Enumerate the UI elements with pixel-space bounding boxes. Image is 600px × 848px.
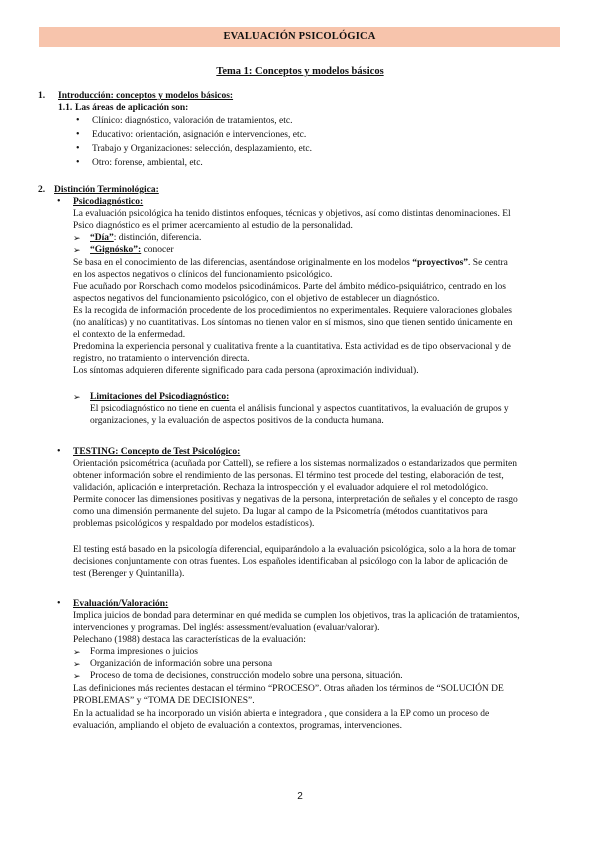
list-item: Organización de información sobre una persona — [90, 659, 273, 669]
section1-title: Introducción: conceptos y modelos básicos: — [58, 91, 234, 101]
gigno-text: conocer — [141, 245, 174, 255]
dia-text: : distinción, diferencia. — [113, 233, 202, 243]
gigno-definition — [90, 245, 174, 256]
arrow-bullet-icon: ➢ — [73, 647, 81, 657]
def-and: y — [134, 696, 144, 706]
paragraph-line: el contexto de la enfermedad. — [73, 330, 186, 340]
arrow-bullet-icon: ➢ — [73, 392, 81, 402]
list-item: Trabajo y Organizaciones: selección, desplazamiento, etc. — [92, 144, 313, 154]
def-mid: . Otras añaden los términos de — [319, 684, 437, 694]
paragraph-line: Implica juicios de bondad para determinar en qué medida se cumplen los objetivos, tras la aplicación de tratamientos, — [73, 611, 520, 621]
paragraph-line: Pelechano (1988) destaca las características de la evaluación: — [73, 635, 306, 645]
psicodiagnostico-heading: Psicodiagnóstico: — [73, 197, 144, 207]
dia-term: “Día” — [90, 233, 114, 243]
topic-title: Tema 1: Conceptos y modelos básicos — [216, 66, 384, 77]
section1-number: 1. — [38, 91, 46, 101]
paragraph-line: La evaluación psicológica ha tenido distintos enfoques, técnicas y objetivos, así como distintas denominaciones. El — [73, 209, 511, 219]
paragraph-line: Es la recogida de información procedente de los procedimientos no experimentales. Requiere valoraciones globales — [73, 306, 512, 316]
paragraph-line: En la actualidad se ha incorporado un visión abierta e integradora , que considera a la EP como un proceso de — [73, 709, 490, 719]
paragraph-line: como una dimensión permanente del sujeto. Da lugar al campo de la Psicometría (métodos cuantitativos para — [73, 507, 488, 517]
paragraph-line: registro, no tratamiento o intervención directa. — [73, 354, 250, 364]
section1-sub-title: Las áreas de aplicación son: — [75, 103, 189, 113]
header-title: EVALUACIÓN PSICOLÓGICA — [223, 31, 376, 42]
paragraph-line: aspectos negativos del funcionamiento psicológico, con el objetivo de establecer un diagnóstico. — [73, 294, 440, 304]
section1-sub-number: 1.1. — [58, 103, 73, 113]
def-end: . — [252, 696, 255, 706]
bullet-icon: • — [57, 446, 61, 457]
paragraph-line: test (Berenger y Quintanilla). — [73, 569, 185, 579]
paragraph-line: Permite conocer las dimensiones positivas y negativas de la persona, interpretación de señales y el concepto de rasgo — [73, 495, 518, 505]
section2-title: Distinción Terminológica: — [54, 185, 159, 195]
paragraph-line: Fue acuñado por Rorschach como modelos psicodinámicos. Parte del ámbito médico-psiquiátrico, centrado en los — [73, 282, 506, 292]
bullet-icon: • — [76, 157, 80, 168]
paragraph-line: Orientación psicométrica (acuñada por Cattell), se refiere a los sistemas normalizados o estandarizados que permiten — [73, 459, 517, 469]
paragraph-line — [73, 258, 508, 269]
section2-number: 2. — [38, 185, 46, 195]
gigno-term: “Gignósko”: — [90, 245, 142, 255]
def-term-toma: “TOMA DE DECISIONES” — [143, 696, 253, 706]
limits-heading: Limitaciones del Psicodiagnóstico: — [90, 392, 230, 402]
arrow-bullet-icon: ➢ — [73, 245, 81, 255]
paragraph-line: El psicodiagnóstico no tiene en cuenta el análisis funcional y aspectos cuantitativos, la evaluación de grupos y — [90, 404, 509, 414]
def-term-problemas: PROBLEMAS” — [73, 696, 135, 706]
def-pre: Las definiciones más recientes destacan el término — [73, 684, 268, 694]
arrow-bullet-icon: ➢ — [73, 659, 81, 669]
list-item: Proceso de toma de decisiones, construcción modelo sobre una persona, situación. — [90, 671, 403, 681]
paragraph-line — [73, 696, 255, 707]
paragraph-line: (no analíticas) y no cuantitativas. Los síntomas no tienen valor en sí mismos, sino que tienen sentido únicamente en — [73, 318, 513, 328]
body1-pre: Se basa en el conocimiento de las diferencias, asentándose originalmente en los modelos — [73, 258, 413, 268]
page-number: 2 — [297, 791, 303, 802]
bullet-icon: • — [76, 129, 80, 140]
bullet-icon: • — [76, 143, 80, 154]
paragraph-line: organizaciones, y la evaluación de aspectos positivos de la conducta humana. — [90, 416, 384, 426]
dia-definition — [90, 233, 201, 244]
body1-post: . Se centra — [468, 258, 508, 268]
testing-heading: TESTING: Concepto de Test Psicológico: — [73, 447, 241, 457]
list-item: Forma impresiones o juicios — [90, 647, 198, 657]
bullet-icon: • — [76, 115, 80, 126]
bullet-icon: • — [57, 196, 61, 207]
evaluacion-heading: Evaluación/Valoración: — [73, 599, 169, 609]
body1-term: “proyectivos” — [412, 258, 469, 268]
paragraph-line: Predomina la experiencia personal y cualitativa frente a la cuantitativa. Esta actividad es de tipo observacional y de — [73, 342, 511, 352]
list-item: Educativo: orientación, asignación e intervenciones, etc. — [92, 130, 307, 140]
arrow-bullet-icon: ➢ — [73, 233, 81, 243]
paragraph-line: intervenciones y programas. Del inglés: assessment/evaluation (evaluar/valorar). — [73, 623, 380, 633]
arrow-bullet-icon: ➢ — [73, 671, 81, 681]
paragraph-line: obtener información sobre el rendimiento de las personas. El término test procede del testing, elaboración de test, — [73, 471, 504, 481]
paragraph-line: Los síntomas adquieren diferente significado para cada persona (aproximación individual). — [73, 366, 419, 376]
paragraph-line: problemas psicológicos y respaldado por modelos estadísticos). — [73, 519, 315, 529]
paragraph-line: evaluación, ampliando el objeto de evaluación a contextos, programas, intervenciones. — [73, 721, 402, 731]
paragraph-line: Psico diagnóstico es el primer acercamiento al estudio de la personalidad. — [73, 221, 353, 231]
def-term-solucion: “SOLUCIÓN DE — [436, 684, 504, 694]
paragraph-line — [73, 684, 504, 695]
paragraph-line: en los aspectos negativos o clínicos del funcionamiento psicológico. — [73, 270, 333, 280]
paragraph-line: decisiones conjuntamente con otras fuentes. Los españoles identificaban al psicólogo con la labor de aplicación de — [73, 557, 508, 567]
def-term-proceso: “PROCESO” — [267, 684, 320, 694]
paragraph-line: El testing está basado en la psicología diferencial, equiparándolo a la evaluación psicológica, solo a la hora de tomar — [73, 545, 516, 555]
list-item: Otro: forense, ambiental, etc. — [92, 158, 203, 168]
paragraph-line: validación, aplicación e interpretación. Rechaza la introspección y el evaluador adquiere el rol metodológico. — [73, 483, 489, 493]
header-title-bar — [39, 27, 560, 47]
bullet-icon: • — [57, 598, 61, 609]
list-item: Clínico: diagnóstico, valoración de tratamientos, etc. — [92, 116, 293, 126]
